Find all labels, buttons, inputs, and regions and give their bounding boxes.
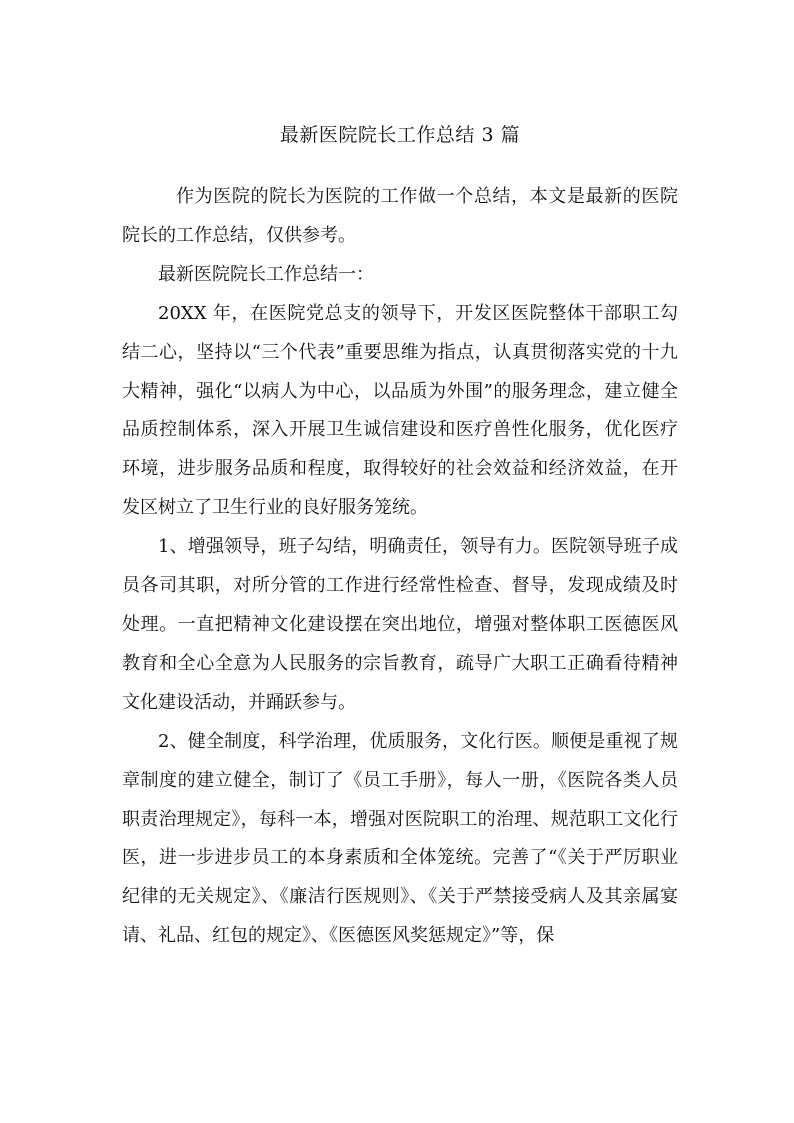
- section-heading: 最新医院院长工作总结一：: [158, 263, 374, 285]
- document-body: [122, 178, 678, 956]
- intro-paragraph: 作为医院的院长为医院的工作做一个总结，本文是最新的医院院长的工作总结，仅供参考。: [122, 186, 678, 246]
- body-paragraph: 2、健全制度，科学治理，优质服务，文化行医。顺便是重视了规章制度的建立健全，制订了《员工手册》，每人一册，《医院各类人员职责治理规定》，每科一本，增强对医院职工的治理、规范职工文化行医，进一步进步员工的本身素质和全体笼统。完善了“《关于严厉职业纪律的无关规定》、《廉洁行医规则》、《关于严禁接受病人及其亲属宴请、礼品、红包的规定》、《医德医风奖惩规定》”等，保: [122, 730, 678, 947]
- document-title: 最新医院院长工作总结 3 篇: [279, 124, 521, 146]
- body-paragraph: 1、增强领导，班子勾结，明确责任，领导有力。医院领导班子成员各司其职，对所分管的工作进行经常性检查、督导，发现成绩及时处理。一直把精神文化建设摆在突出地位，增强对整体职工医德医风教育和全心全意为人民服务的宗旨教育，疏导广大职工正确看待精神文化建设活动，并踊跃参与。: [122, 536, 678, 713]
- body-paragraph: 20XX 年，在医院党总支的领导下，开发区医院整体干部职工勾结二心，坚持以“三个代表”重要思维为指点，认真贯彻落实党的十九大精神，强化“以病人为中心，以品质为外围”的服务理念，建立健全品质控制体系，深入开展卫生诚信建设和医疗兽性化服务，优化医疗环境，进步服务品质和程度，取得较好的社会效益和经济效益，在开发区树立了卫生行业的良好服务笼统。: [122, 302, 678, 519]
